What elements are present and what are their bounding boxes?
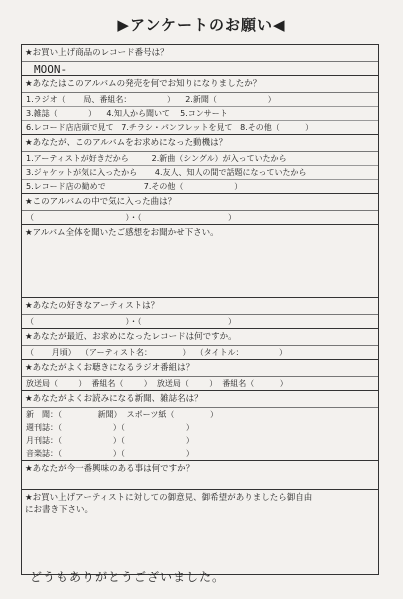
q3-header: ★あなたが、このアルバムをお求めになった動機は？ [22,135,378,152]
q4-section [22,194,378,225]
q9-section [22,391,378,461]
q8-header: ★あなたがよくお聴きになるラジオ番組は？ [22,360,378,377]
q6-header: ★あなたの好きなアーティストは？ [22,298,378,315]
q6-section [22,298,378,329]
q2-row[interactable]: 3.雑誌（ ） 4.知人から聞いて 5.コンサート [22,107,378,121]
q1-header: ★お買い上げ商品のレコード番号は？ [22,45,378,62]
favorite-artists-field[interactable]: （ ）・（ ） [26,317,237,326]
q9-header: ★あなたがよくお読みになる新聞、雑誌名は？ [22,391,378,408]
radio-programs-field[interactable]: 放送局（ ） 番組名（ ） 放送局（ ） 番組名（ ） [26,379,288,388]
survey-form [21,44,379,575]
q10-header: ★あなたが今一番興味のある事は何ですか？ [25,464,195,474]
q3-row[interactable]: 1.アーティストが好きだから 2.新曲（シングル）が入っていたから [22,152,378,166]
weekly-magazine-row[interactable]: 週刊誌：（ ）（ ） [26,423,194,432]
q10-section [22,461,378,490]
recent-record-field[interactable]: （ 月頃） （アーティスト名： ） （タイトル： ） [26,348,288,357]
record-number-field[interactable]: MOON- [34,63,68,76]
music-magazine-row[interactable]: 音楽誌：（ ）（ ） [26,449,194,458]
q2-header: ★あなたはこのアルバムの発売を何でお知りになりましたか？ [22,76,378,93]
thanks-message: どうもありがとうございました。 [30,570,226,584]
q3-row[interactable]: 3.ジャケットが気に入ったから 4.友人、知人の間で話題になっていたから [22,166,378,180]
favorite-songs-field[interactable]: （ ）・（ ） [26,213,237,222]
q1-section [22,45,378,76]
q11-header: にお書き下さい。 [25,505,94,515]
q2-row[interactable]: 1.ラジオ（ 局、番組名： ） 2.新聞（ ） [22,93,378,107]
impressions-area[interactable] [22,241,378,297]
q11-header: ★お買い上げアーティストに対しての御意見、御希望がありましたら御自由 [25,493,313,503]
q3-section [22,135,378,194]
comments-area[interactable] [22,518,378,572]
q4-header: ★このアルバムの中で気に入った曲は？ [22,194,378,211]
q7-section [22,329,378,360]
q5-section [22,225,378,298]
q7-header: ★あなたが最近、お求めになったレコードは何ですか。 [22,329,378,346]
q11-section [22,490,378,575]
q8-section [22,360,378,391]
q2-section [22,76,378,135]
q5-header: ★アルバム全体を聞いたご感想をお聞かせ下さい。 [25,228,219,238]
q3-row[interactable]: 5.レコード店の勧めで 7.その他（ ） [26,182,243,191]
newspaper-row[interactable]: 新 聞：（ 新聞） スポーツ紙（ ） [26,410,218,419]
form-title: ▶アンケートのお願い◀ [117,16,286,34]
q2-row[interactable]: 6.レコード店店頭で見て 7.チラシ・パンフレットを見て 8.その他（ ） [26,123,314,132]
monthly-magazine-row[interactable]: 月刊誌：（ ）（ ） [26,436,194,445]
